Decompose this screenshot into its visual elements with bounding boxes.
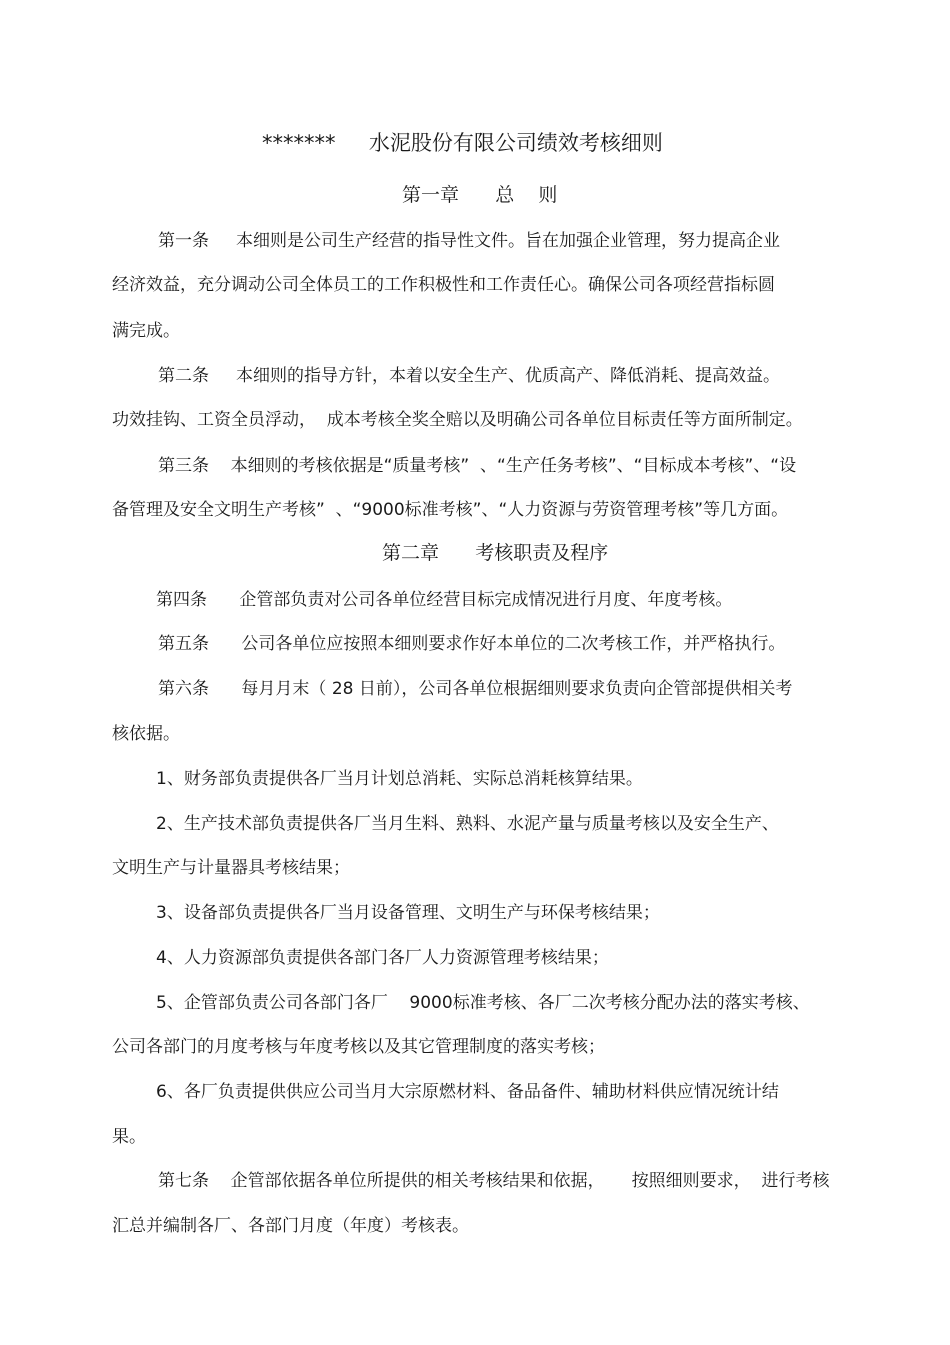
article-2-line-1: 第二条 本细则的指导方针，本着以安全生产、优质高产、降低消耗、提高效益。 [158, 366, 781, 386]
article-3-line-1: 第三条 本细则的考核依据是“质量考核” 、“生产任务考核”、“目标成本考核”、“设 [158, 456, 797, 476]
article-7-line-1: 第七条 企管部依据各单位所提供的相关考核结果和依据， 按照细则要求， 进行考核 [158, 1171, 830, 1191]
list-item-4: 4、人力资源部负责提供各部门各厂人力资源管理考核结果； [156, 948, 609, 968]
article-1-line-3: 满完成。 [112, 321, 180, 341]
article-1-line-1: 第一条 本细则是公司生产经营的指导性文件。旨在加强企业管理，努力提高企业 [158, 231, 781, 251]
article-3-line-2: 备管理及安全文明生产考核” 、“9000标准考核”、“人力资源与劳资管理考核”等几方面。 [112, 500, 789, 520]
list-item-6-line-1: 6、各厂负责提供供应公司当月大宗原燃材料、备品备件、辅助材料供应情况统计结 [156, 1082, 779, 1102]
list-item-6-line-2: 果。 [112, 1127, 146, 1147]
article-6-line-2: 核依据。 [112, 724, 180, 744]
list-item-2-line-1: 2、生产技术部负责提供各厂当月生料、熟料、水泥产量与质量考核以及安全生产、 [156, 814, 779, 834]
article-6-line-1: 第六条 每月月末（ 28 日前），公司各单位根据细则要求负责向企管部提供相关考 [158, 679, 793, 699]
chapter-2-heading: 第二章 考核职责及程序 [382, 542, 609, 564]
chapter-1-heading: 第一章 总 则 [402, 184, 558, 206]
article-2-line-2: 功效挂钩、工资全员浮动， 成本考核全奖全赔以及明确公司各单位目标责任等方面所制定。 [112, 410, 803, 430]
list-item-2-line-2: 文明生产与计量器具考核结果； [112, 858, 350, 878]
article-7-line-2: 汇总并编制各厂、各部门月度（年度）考核表。 [112, 1216, 469, 1236]
article-4: 第四条 企管部负责对公司各单位经营目标完成情况进行月度、年度考核。 [156, 590, 733, 610]
document-title: ******* 水泥股份有限公司绩效考核细则 [262, 131, 663, 155]
list-item-5-line-1: 5、企管部负责公司各部门各厂 9000标准考核、各厂二次考核分配办法的落实考核、 [156, 993, 810, 1013]
list-item-3: 3、设备部负责提供各厂当月设备管理、文明生产与环保考核结果； [156, 903, 660, 923]
article-1-line-2: 经济效益，充分调动公司全体员工的工作积极性和工作责任心。确保公司各项经营指标圆 [112, 275, 775, 295]
list-item-1: 1、财务部负责提供各厂当月计划总消耗、实际总消耗核算结果。 [156, 769, 643, 789]
list-item-5-line-2: 公司各部门的月度考核与年度考核以及其它管理制度的落实考核； [112, 1037, 605, 1057]
article-5: 第五条 公司各单位应按照本细则要求作好本单位的二次考核工作，并严格执行。 [158, 634, 786, 654]
